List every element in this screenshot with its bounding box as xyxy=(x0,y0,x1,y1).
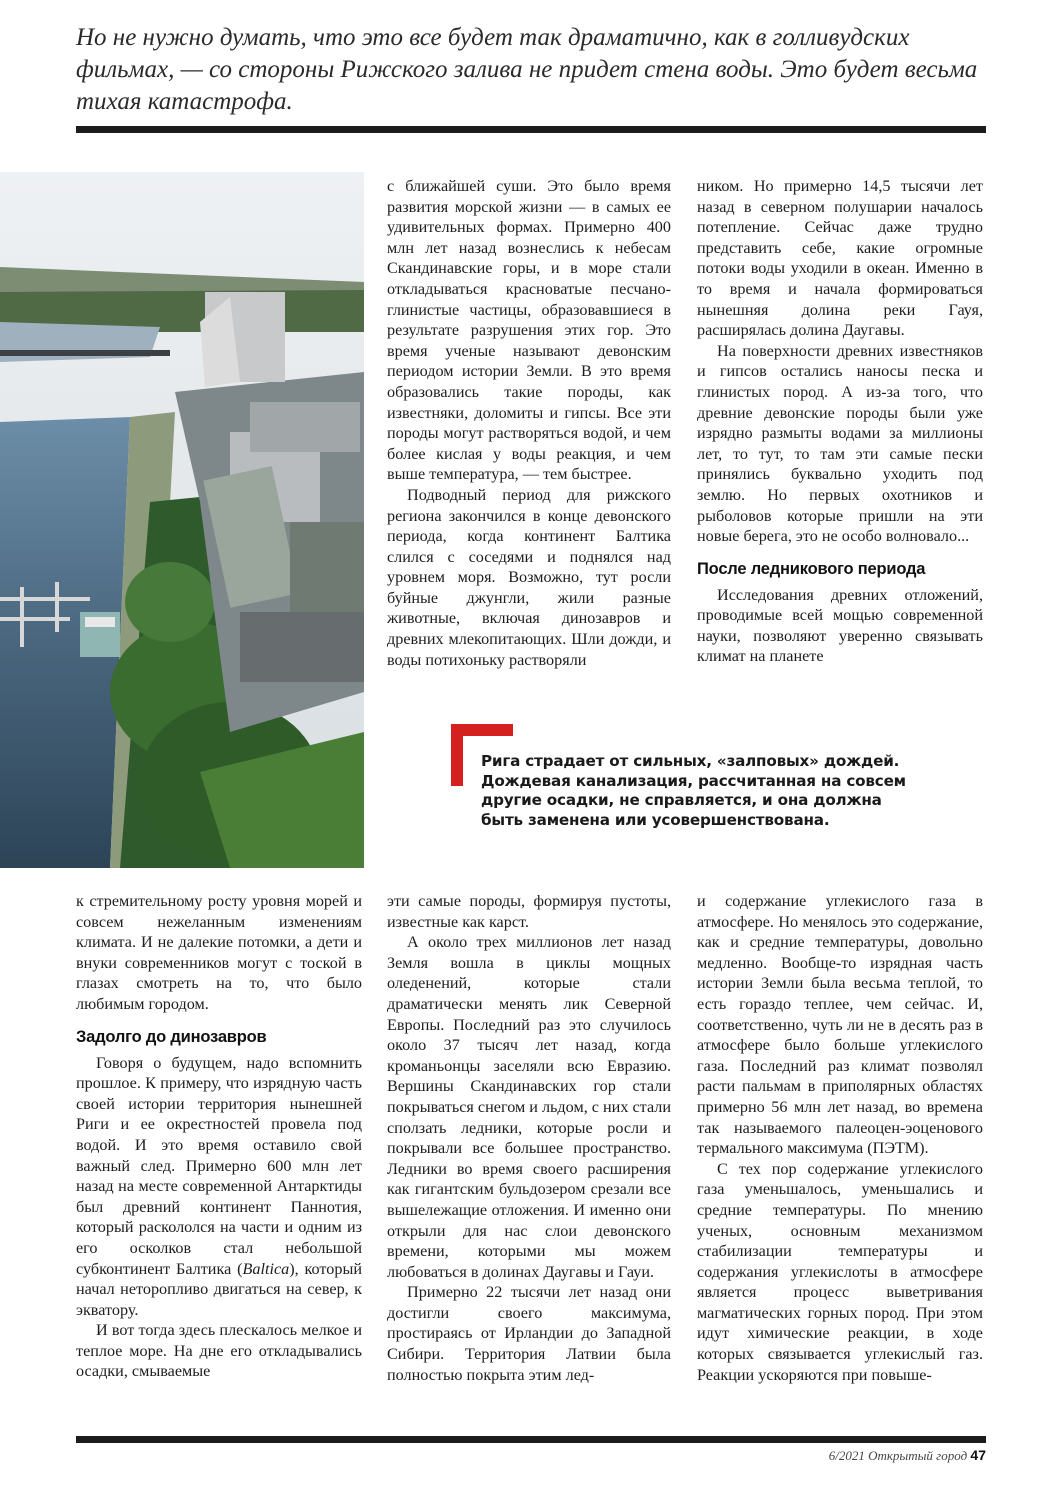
section-heading: После ледникового периода xyxy=(697,559,926,578)
paragraph: эти самые породы, формируя пустоты, известные как карст. xyxy=(387,892,671,931)
column-2-top xyxy=(387,176,671,670)
paragraph: Подводный период для рижского региона закончился в конце девонского периода, когда континент Балтика слился с соседями и поднялся над уровнем моря. Возможно, тут росли буйные джунгли, жили разные животные, включая динозавров и древних млекопитающих. Шли дожди, и воды потихоньку растворяли xyxy=(387,485,671,669)
pull-quote: Рига страдает от сильных, «залповых» дождей. Дождевая канализация, рассчитанная на совсем другие осадки, не справляется, и она должна быть заменена или усовершенствована. xyxy=(481,752,906,829)
paragraph: и содержание углекислого газа в атмосфере. Но менялось это содержание, как и средние температуры, довольно медленно. Вообще-то изрядная часть истории Земли была весьма теплой, то есть гораздо теплее, чем сейчас. И, соответственно, чуть ли не в десять раз в атмосфере было больше углекислого газа. Последний раз климат позволял расти пальмам в приполярных областях примерно 56 млн лет назад, во времена так называемого палеоцен-эоценового термального максимума (ПЭТМ). xyxy=(697,892,983,1158)
page-footer xyxy=(829,1447,986,1464)
page-number: 47 xyxy=(970,1447,986,1463)
column-3-top xyxy=(697,176,983,667)
paragraph xyxy=(76,1053,362,1321)
paragraph: А около трех миллионов лет назад Земля вошла в циклы мощных оледенений, которые стали драматически менять лик Северной Европы. Последний раз это случилось около 37 тысяч лет назад, когда кроманьонцы заселяли всю Евразию. Вершины Скандинавских гор стали покрываться снегом и льдом, с них стали сползать ледники, которые росли и покрывали все большее пространство. Ледники во время своего расширения как гигантским бульдозером срезали все вышележащие отложения. И именно они открыли для нас слои девонского времени, которыми мы можем любоваться в долинах Даугавы и Гауи. xyxy=(387,933,672,1281)
column-1-bottom xyxy=(76,891,362,1382)
issue-number: 6/2021 xyxy=(828,1448,865,1463)
text-run-italic: Baltica xyxy=(242,1259,290,1278)
paragraph: с ближайшей суши. Это было время развития морской жизни — в самых ее удивительных формах. Примерно 400 млн лет назад вознеслись к небесам Скандинавские горы, и в море стали откладываться красноватые песчано-глинистые частицы, образовавшиеся в результате разрушения этих гор. Это время ученые называют девонским периодом истории Земли. В это время образовались такие породы, как известняки, доломиты и гипсы. Все эти породы могут растворяться водой, и чем более кислая у воды реакция, и чем выше температура, — тем быстрее. xyxy=(387,177,671,484)
lead-quote: Но не нужно думать, что это все будет так драматично, как в голливудских фильмах, — со стороны Рижского залива не придет стена воды. Это будет весьма тихая катастрофа. xyxy=(76,24,978,115)
text-run: Говоря о будущем, надо вспомнить прошлое. К примеру, что изрядную часть своей истории территория нынешней Риги и ее окрестностей провела под водой. И это время оставило свой важный след. Примерно 600 млн лет назад на месте современной Антарктиды был древний континент Паннотия, который раскололся на части и одним из его осколков стал небольшой субконтинент Балтика ( xyxy=(76,1053,362,1278)
paragraph: С тех пор содержание углекислого газа уменьшалось, уменьшались и средние температуры. По мнению ученых, основным механизмом стабилизации температуры и содержания углекислоты в атмосфере является процесс выветривания магматических горных пород. При этом идут химические реакции, в ходе которых связывается углекислый газ. Реакции ускоряются при повыше- xyxy=(697,1159,983,1384)
paragraph: Примерно 22 тысячи лет назад они достигли своего максимума, простираясь от Ирландии до Западной Сибири. Территория Латвии была полностью покрыта этим лед- xyxy=(387,1283,671,1384)
column-2-bottom xyxy=(387,891,671,1385)
magazine-name: Открытый город xyxy=(868,1448,968,1463)
text-run: ), который начал неторопливо двигаться на север, к экватору. xyxy=(76,1259,362,1319)
column-3-bottom xyxy=(697,891,983,1385)
top-rule xyxy=(76,126,986,133)
aerial-photo xyxy=(0,172,364,868)
section-heading: Задолго до динозавров xyxy=(76,1027,267,1046)
paragraph: На поверхности древних известняков и гипсов остались наносы песка и глинистых пород. А из-за того, что древние девонские породы были уже изрядно размыты водами за миллионы лет, то тут, то там эти самые пески принялись буквально уходить под землю. Но первых охотников и рыболовов которые пришли на эти новые берега, это не особо волновало... xyxy=(697,341,983,546)
paragraph: И вот тогда здесь плескалось мелкое и теплое море. На дне его откладывались осадки, смываемые xyxy=(76,1321,362,1381)
bottom-rule xyxy=(76,1436,986,1443)
paragraph: Исследования древних отложений, проводимые всей мощью современной науки, позволяют уверенно связывать климат на планете xyxy=(697,585,983,666)
paragraph: ником. Но примерно 14,5 тысячи лет назад в северном полушарии началось потепление. Сейчас даже трудно представить себе, какие огромные потоки воды уходили в океан. Именно в то время и начала формироваться нынешняя долина реки Гауя, расширялась долина Даугавы. xyxy=(697,177,983,340)
paragraph: к стремительному росту уровня морей и совсем нежеланным изменениям климата. И не далекие потомки, а дети и внуки современников могут с тоской в глазах смотреть на то, что было любимым городом. xyxy=(76,892,362,1013)
